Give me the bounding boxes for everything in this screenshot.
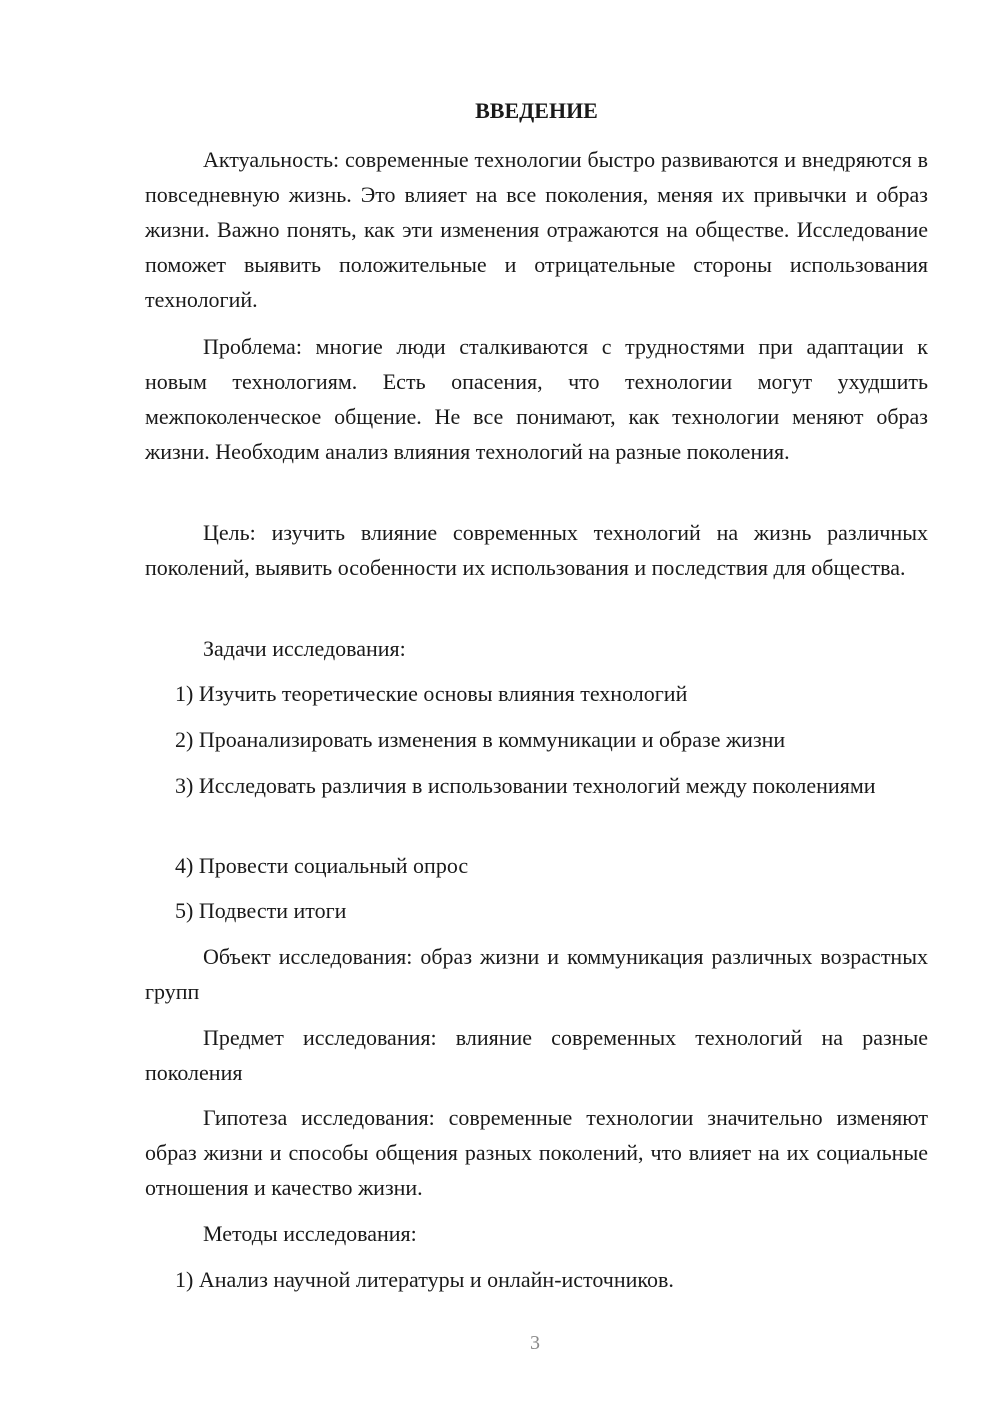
hypothesis-paragraph: Гипотеза исследования: современные технологии значительно изменяют образ жизни и способы общения разных поколений, что влияет на их социальные отношения и качество жизни. [145, 1105, 928, 1200]
method-item: 1) Анализ научной литературы и онлайн-источников. [175, 1267, 674, 1292]
problem-paragraph: Проблема: многие люди сталкиваются с трудностями при адаптации к новым технологиям. Есть опасения, что технологии могут ухудшить межпоколенческое общение. Не все понимают, как технологии меняют образ жизни. Необходим анализ влияния технологий на разные поколения. [145, 334, 928, 464]
task-item: 5) Подвести итоги [175, 898, 347, 923]
goal-paragraph: Цель: изучить влияние современных технологий на жизнь различных поколений, выявить особенности их использования и последствия для общества. [145, 520, 928, 580]
tasks-heading: Задачи исследования: [203, 636, 406, 661]
page-number: 3 [530, 1332, 540, 1354]
task-item: 1) Изучить теоретические основы влияния технологий [175, 681, 688, 706]
object-paragraph: Объект исследования: образ жизни и коммуникация различных возрастных групп [145, 944, 928, 1004]
task-item: 2) Проанализировать изменения в коммуникации и образе жизни [175, 727, 786, 752]
section-heading: ВВЕДЕНИЕ [475, 98, 598, 123]
methods-heading: Методы исследования: [203, 1221, 417, 1246]
task-item: 3) Исследовать различия в использовании технологий между поколениями [175, 773, 876, 798]
subject-paragraph: Предмет исследования: влияние современных технологий на разные поколения [145, 1025, 928, 1085]
task-item: 4) Провести социальный опрос [175, 853, 469, 878]
relevance-paragraph: Актуальность: современные технологии быстро развиваются и внедряются в повседневную жизнь. Это влияет на все поколения, меняя их привычки и образ жизни. Важно понять, как эти изменения отражаются на обществе. Исследование поможет выявить положительные и отрицательные стороны использования технологий. [145, 147, 928, 312]
